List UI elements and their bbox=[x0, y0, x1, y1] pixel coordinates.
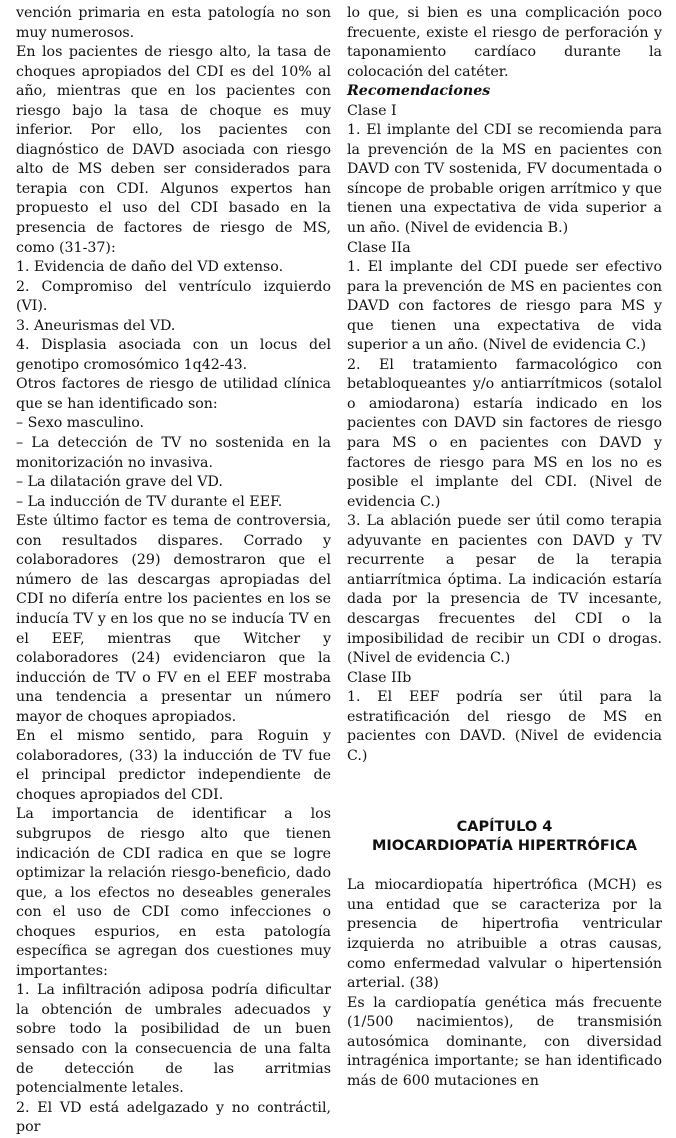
paragraph: Este último factor es tema de controversia, con resultados dispares. Corrado y colaboradores (29) demostraron que el número de las descargas apropiadas del CDI no difería entre los pacientes en los se inducía TV y en los que no se inducía TV en el EEF, mientras que Witcher y colaboradores (24) evidenciaron que la inducción de TV o FV en el EEF mostraba una tendencia a presentar un número mayor de choques apropiados. bbox=[16, 513, 331, 725]
list-item: 1. La infiltración adiposa podría dificultar la obtención de umbrales adecuados y sobre todo la posibilidad de un buen sensado con la consecuencia de una falta de detección de las arritmias potencialmente letales. bbox=[16, 982, 331, 1097]
paragraph: En el mismo sentido, para Roguin y colaboradores, (33) la inducción de TV fue el principal predictor independiente de choques apropiados del CDI. bbox=[16, 728, 331, 803]
paragraph: Es la cardiopatía genética más frecuente (1/500 nacimientos), de transmisión autosómica dominante, con diversidad intragénica importante; se han identificado más de 600 mutaciones en bbox=[347, 994, 662, 1089]
paragraph: vención primaria en esta patología no son muy numerosos. bbox=[16, 5, 331, 41]
list-item: 2. El VD está adelgazado y no contráctil, por bbox=[16, 1099, 331, 1136]
paragraph: La importancia de identificar a los subgrupos de riesgo alto que tienen indicación de CDI radica en que se logre optimizar la relación riesgo-beneficio, dado que, a los efectos no deseables generales con el uso de CDI como infecciones o choques espurios, en esta patología específica se agregan dos cuestiones muy importantes: bbox=[16, 806, 331, 979]
paragraph: Otros factores de riesgo de utilidad clínica que se han identificado son: bbox=[16, 376, 331, 412]
chapter-title: MIOCARDIOPATÍA HIPERTRÓFICA bbox=[371, 838, 637, 855]
class-heading: Clase IIb bbox=[347, 669, 412, 686]
class-heading: Clase IIa bbox=[347, 239, 411, 256]
list-item: – Sexo masculino. bbox=[16, 415, 145, 432]
list-item: – La detección de TV no sostenida en la monitorización no invasiva. bbox=[16, 435, 331, 471]
recommendations-heading: Recomendaciones bbox=[347, 83, 491, 100]
paragraph: En los pacientes de riesgo alto, la tasa de choques apropiados del CDI es del 10% al año, mientras que en los pacientes con riesgo bajo la tasa de choque es muy inferior. Por ello, los pacientes con diagnóstico de DAVD asociada con riesgo alto de MS deben ser considerados para terapia con CDI. Algunos expertos han propuesto el uso del CDI basado en la presencia de factores de riesgo de MS, como (31-37): bbox=[16, 44, 331, 256]
list-item: – La dilatación grave del VD. bbox=[16, 474, 223, 491]
list-item: 1. El EEF podría ser útil para la estratificación del riesgo de MS en pacientes con DAVD. (Nivel de evidencia C.) bbox=[347, 689, 662, 764]
list-item: 1. El implante del CDI se recomienda para la prevención de la MS en pacientes con DAVD con TV sostenida, FV documentada o síncope de probable origen arrítmico y que tienen una expectativa de vida superior a un año. (Nivel de evidencia B.) bbox=[347, 122, 662, 237]
list-item: – La inducción de TV durante el EEF. bbox=[16, 493, 283, 510]
left-column bbox=[16, 4, 331, 1138]
right-column bbox=[347, 4, 662, 1091]
paragraph: lo que, si bien es una complicación poco frecuente, existe el riesgo de perforación y taponamiento cardíaco durante la colocación del catéter. bbox=[347, 5, 662, 80]
class-heading: Clase I bbox=[347, 102, 397, 119]
list-item: 2. El tratamiento farmacológico con betabloqueantes y/o antiarrítmicos (sotalol o amiodarona) estaría indicado en los pacientes con DAVD sin factores de riesgo para MS o en pacientes con DAVD y factores de riesgo para MS en los no es posible el implante del CDI. (Nivel de evidencia C.) bbox=[347, 356, 662, 510]
chapter-heading bbox=[347, 818, 662, 856]
list-item: 2. Compromiso del ventrículo izquierdo (VI). bbox=[16, 278, 331, 315]
chapter-number: CAPÍTULO 4 bbox=[456, 819, 553, 836]
list-item: 4. Displasia asociada con un locus del genotipo cromosómico 1q42-43. bbox=[16, 337, 331, 373]
list-item: 1. El implante del CDI puede ser efectivo para la prevención de MS en pacientes con DAVD con factores de riesgo para MS y que tienen una expectativa de vida superior a un año. (Nivel de evidencia C.) bbox=[347, 259, 662, 354]
list-item: 3. La ablación puede ser útil como terapia adyuvante en pacientes con DAVD y TV recurrente a pesar de la terapia antiarrítmica óptima. La indicación estaría dada por la presencia de TV incesante, descargas frecuentes del CDI o la imposibilidad de recibir un CDI o drogas. (Nivel de evidencia C.) bbox=[347, 513, 662, 667]
list-item: 3. Aneurismas del VD. bbox=[16, 317, 176, 334]
paragraph: La miocardiopatía hipertrófica (MCH) es una entidad que se caracteriza por la presencia de hipertrofia ventricular izquierda no atribuible a otras causas, como enfermedad valvular o hipertensión arterial. (38) bbox=[347, 877, 662, 992]
list-item: 1. Evidencia de daño del VD extenso. bbox=[16, 259, 284, 276]
